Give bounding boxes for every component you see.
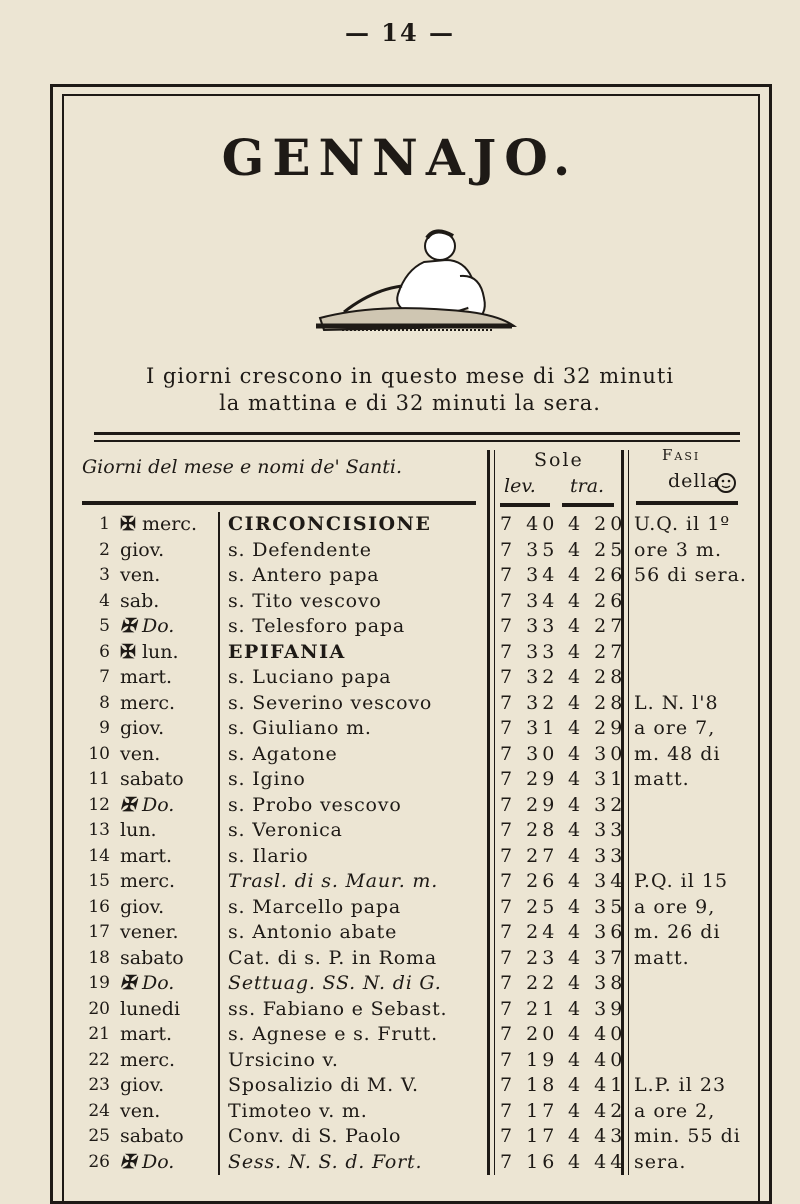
sunrise-time: 7 40	[500, 513, 559, 535]
saint-name: Ursicino v.	[228, 1048, 339, 1071]
weekday-cell	[120, 1022, 172, 1047]
header-days-saints: Giorni del mese e nomi de' Santi.	[82, 456, 403, 478]
moon-phase-note: m. 48 di	[634, 742, 721, 765]
day-row	[80, 997, 780, 1023]
weekday: sab.	[120, 589, 160, 612]
day-number: 15	[88, 871, 110, 891]
header-lev: lev.	[504, 475, 536, 497]
weekday-cell	[120, 767, 184, 792]
weekday-cell	[120, 1124, 184, 1149]
sunset-time: 4 43	[568, 1125, 627, 1147]
weekday-cell	[120, 691, 175, 716]
sunset-time: 4 26	[568, 589, 627, 612]
sunrise-time: 7 21	[500, 997, 559, 1020]
sunset-time: 4 38	[568, 972, 627, 994]
saint-name: s. Defendente	[228, 538, 372, 561]
weekday: sabato	[120, 946, 184, 969]
sunset-time: 4 28	[568, 691, 627, 714]
sunrise-time: 7 20	[500, 1023, 559, 1045]
day-number: 16	[88, 896, 110, 917]
day-number: 17	[88, 922, 110, 942]
weekday-cell	[120, 818, 157, 843]
day-row	[80, 665, 780, 691]
weekday-cell	[120, 512, 197, 537]
saint-name: Cat. di s. P. in Roma	[228, 946, 437, 969]
day-row	[80, 1073, 780, 1099]
saint-name: s. Antero papa	[228, 564, 380, 586]
header-della: della	[668, 470, 720, 492]
weekday: Do.	[141, 793, 175, 816]
day-number: 10	[88, 743, 110, 764]
sunrise-time: 7 17	[500, 1099, 559, 1122]
moon-face-icon	[715, 472, 737, 494]
page-number: — 14 —	[344, 18, 456, 47]
day-row	[80, 895, 780, 921]
header-fasi: Fasi	[662, 446, 701, 464]
sunrise-time: 7 34	[500, 589, 559, 612]
day-row	[80, 1022, 780, 1048]
sunrise-time: 7 17	[500, 1125, 559, 1147]
day-row	[80, 869, 780, 895]
saints-header-underline	[82, 501, 476, 505]
weekday: mart.	[120, 666, 173, 688]
weekday-cell	[120, 920, 179, 945]
weekday: ven.	[120, 742, 161, 765]
intro-line-1: I giorni crescono in questo mese di 32 minuti	[145, 364, 675, 388]
saint-name: Trasl. di s. Maur. m.	[228, 870, 439, 892]
intro-line-2: la mattina e di 32 minuti la sera.	[219, 391, 601, 415]
sunset-time: 4 30	[568, 742, 627, 765]
sunrise-time: 7 16	[500, 1150, 559, 1173]
weekday-cell	[120, 742, 160, 767]
fasi-underline	[636, 501, 738, 505]
day-row	[80, 614, 780, 640]
day-row	[80, 1099, 780, 1125]
day-row	[80, 818, 780, 844]
sunset-time: 4 27	[568, 640, 627, 663]
day-number: 20	[88, 998, 110, 1019]
sunrise-time: 7 24	[500, 921, 559, 943]
saint-name: Conv. di S. Paolo	[228, 1125, 402, 1147]
sunrise-time: 7 29	[500, 793, 559, 816]
sunset-time: 4 29	[568, 717, 627, 739]
day-number: 3	[99, 565, 110, 585]
sunrise-time: 7 31	[500, 717, 559, 739]
saint-name: Settuag. SS. N. di G.	[228, 972, 442, 994]
intro-text	[0, 363, 800, 417]
sunrise-time: 7 28	[500, 819, 559, 841]
sunrise-time: 7 29	[500, 768, 559, 790]
weekday-cell	[120, 1073, 164, 1098]
saint-name: Sposalizio di M. V.	[228, 1074, 419, 1096]
weekday: ven.	[120, 1099, 161, 1122]
sunrise-time: 7 33	[500, 640, 559, 663]
sunrise-time: 7 18	[500, 1074, 559, 1096]
weekday-cell	[120, 614, 174, 639]
sunset-time: 4 32	[568, 793, 627, 816]
cross-icon: ✠	[120, 793, 136, 816]
weekday: merc.	[120, 1048, 176, 1071]
sunrise-time: 7 23	[500, 946, 559, 969]
day-row	[80, 946, 780, 972]
day-row	[80, 512, 780, 538]
sunrise-time: 7 35	[500, 538, 559, 561]
moon-phase-note: matt.	[634, 768, 690, 790]
weekday: giov.	[120, 1074, 165, 1096]
saint-name: s. Agnese e s. Frutt.	[228, 1023, 438, 1045]
moon-phase-note: ore 3 m.	[634, 538, 722, 561]
day-row	[80, 640, 780, 666]
header-tra: tra.	[570, 475, 605, 497]
weekday: Do.	[141, 1150, 175, 1173]
day-number: 6	[99, 641, 110, 662]
day-row	[80, 1124, 780, 1150]
weekday-cell	[120, 563, 160, 588]
weekday-cell	[120, 1048, 175, 1073]
day-row	[80, 538, 780, 564]
moon-phase-note: P.Q. il 15	[634, 870, 729, 892]
sunset-time: 4 27	[568, 615, 627, 637]
sunrise-time: 7 33	[500, 615, 559, 637]
saint-name: s. Probo vescovo	[228, 793, 402, 816]
moon-phase-note: a ore 9,	[634, 895, 716, 918]
day-row	[80, 563, 780, 589]
weekday: Do.	[141, 615, 175, 637]
day-number: 25	[88, 1126, 110, 1146]
saint-name: ss. Fabiano e Sebast.	[228, 997, 448, 1020]
day-number: 2	[99, 539, 110, 560]
day-number: 19	[88, 973, 110, 993]
weekday-cell	[120, 997, 180, 1022]
sunset-time: 4 41	[568, 1074, 627, 1096]
moon-phase-note: L.P. il 23	[634, 1074, 727, 1096]
weekday: vener.	[120, 921, 179, 943]
weekday: merc.	[120, 691, 176, 714]
moon-phase-note: matt.	[634, 946, 690, 969]
weekday: lunedi	[120, 997, 181, 1020]
sunset-time: 4 33	[568, 844, 627, 867]
sunrise-time: 7 22	[500, 972, 559, 994]
weekday: merc.	[120, 870, 176, 892]
day-number: 7	[99, 667, 110, 687]
day-row	[80, 844, 780, 870]
weekday: giov.	[120, 538, 165, 561]
sunset-time: 4 28	[568, 666, 627, 688]
day-row	[80, 767, 780, 793]
weekday-cell	[120, 589, 159, 614]
sunrise-time: 7 34	[500, 564, 559, 586]
moon-phase-note: 56 di sera.	[634, 564, 747, 586]
weekday: sabato	[120, 1125, 184, 1147]
day-row	[80, 920, 780, 946]
sunset-time: 4 36	[568, 921, 627, 943]
moon-phase-note: a ore 2,	[634, 1099, 716, 1122]
day-number: 1	[99, 514, 110, 534]
weekday: lun.	[141, 640, 179, 663]
day-row	[80, 691, 780, 717]
weekday: lun.	[120, 819, 157, 841]
day-number: 22	[88, 1049, 110, 1070]
moon-phase-note: sera.	[634, 1150, 687, 1173]
weekday-cell	[120, 895, 164, 920]
weekday-cell	[120, 793, 174, 818]
sunset-time: 4 20	[568, 513, 627, 535]
sunset-time: 4 33	[568, 819, 627, 841]
day-number: 11	[88, 769, 110, 789]
sunset-time: 4 35	[568, 895, 627, 918]
sunset-time: 4 44	[568, 1150, 627, 1173]
saint-name: s. Ilario	[228, 844, 309, 867]
day-row	[80, 971, 780, 997]
weekday-cell	[120, 971, 174, 996]
cross-icon: ✠	[120, 615, 136, 637]
saint-name: s. Luciano papa	[228, 666, 392, 688]
day-number: 18	[88, 947, 110, 968]
day-number: 21	[88, 1024, 110, 1044]
sunrise-time: 7 26	[500, 870, 559, 892]
header-rule	[94, 432, 740, 442]
saint-name: s. Agatone	[228, 742, 338, 765]
weekday-cell	[120, 1099, 160, 1124]
saint-name: s. Marcello papa	[228, 895, 401, 918]
day-number: 24	[88, 1100, 110, 1121]
cross-icon: ✠	[120, 1150, 136, 1173]
sunset-time: 4 25	[568, 538, 627, 561]
header-sole: Sole	[534, 449, 584, 471]
sunrise-time: 7 27	[500, 844, 559, 867]
sunrise-time: 7 30	[500, 742, 559, 765]
reclining-child-vignette	[312, 226, 522, 338]
saint-name: s. Telesforo papa	[228, 615, 405, 637]
moon-phase-note: L. N. l'8	[634, 691, 719, 714]
cross-icon: ✠	[120, 972, 136, 994]
weekday: mart.	[120, 1023, 173, 1045]
sunset-time: 4 37	[568, 946, 627, 969]
tra-underline	[562, 503, 614, 507]
saint-name: s. Severino vescovo	[228, 691, 433, 714]
moon-phase-note: U.Q. il 1º	[634, 513, 731, 535]
day-row	[80, 589, 780, 615]
day-number: 4	[99, 590, 110, 611]
cross-icon: ✠	[120, 513, 136, 535]
sunset-time: 4 40	[568, 1048, 627, 1071]
day-number: 12	[88, 794, 110, 815]
weekday-cell	[120, 640, 179, 665]
day-row	[80, 716, 780, 742]
weekday: mart.	[120, 844, 173, 867]
day-row	[80, 793, 780, 819]
weekday: Do.	[141, 972, 175, 994]
saint-name: CIRCONCISIONE	[228, 513, 432, 535]
weekday-cell	[120, 844, 172, 869]
day-number: 8	[99, 692, 110, 713]
sunrise-time: 7 19	[500, 1048, 559, 1071]
saint-name: s. Veronica	[228, 819, 343, 841]
sunrise-time: 7 32	[500, 691, 559, 714]
saint-name: EPIFANIA	[228, 640, 346, 663]
sunset-time: 4 40	[568, 1023, 627, 1045]
sunset-time: 4 42	[568, 1099, 627, 1122]
weekday: giov.	[120, 717, 165, 739]
weekday: giov.	[120, 895, 165, 918]
weekday-cell	[120, 1150, 174, 1175]
saint-name: s. Antonio abate	[228, 921, 398, 943]
month-title: GENNAJO.	[221, 128, 579, 187]
weekday-cell	[120, 946, 184, 971]
sunrise-time: 7 32	[500, 666, 559, 688]
lev-underline	[500, 503, 550, 507]
moon-phase-note: min. 55 di	[634, 1125, 741, 1147]
sunset-time: 4 39	[568, 997, 627, 1020]
weekday: ven.	[120, 564, 161, 586]
day-number: 9	[99, 718, 110, 738]
saint-name: Sess. N. S. d. Fort.	[228, 1150, 423, 1173]
day-number: 23	[88, 1075, 110, 1095]
saint-name: s. Igino	[228, 768, 306, 790]
day-number: 14	[88, 845, 110, 866]
weekday-cell	[120, 665, 172, 690]
sunrise-time: 7 25	[500, 895, 559, 918]
day-number: 26	[88, 1151, 110, 1172]
moon-phase-note: m. 26 di	[634, 921, 721, 943]
day-row	[80, 1048, 780, 1074]
weekday: merc.	[141, 513, 197, 535]
sunset-time: 4 26	[568, 564, 627, 586]
day-row	[80, 1150, 780, 1176]
weekday-cell	[120, 538, 164, 563]
saint-name: s. Giuliano m.	[228, 717, 372, 739]
saint-name: s. Tito vescovo	[228, 589, 382, 612]
sunset-time: 4 34	[568, 870, 627, 892]
weekday-cell	[120, 869, 175, 894]
moon-phase-note: a ore 7,	[634, 717, 716, 739]
saint-name: Timoteo v. m.	[228, 1099, 368, 1122]
day-number: 5	[99, 616, 110, 636]
weekday-cell	[120, 716, 164, 741]
weekday: sabato	[120, 768, 184, 790]
sunset-time: 4 31	[568, 768, 627, 790]
day-number: 13	[88, 820, 110, 840]
day-row	[80, 742, 780, 768]
cross-icon: ✠	[120, 640, 136, 663]
